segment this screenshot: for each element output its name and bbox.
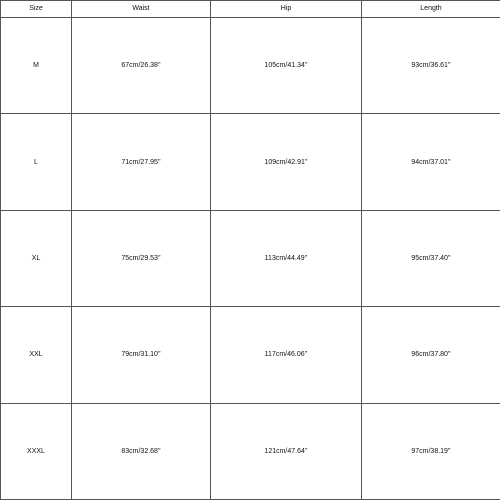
cell-hip: 105cm/41.34'' xyxy=(211,18,362,114)
table-row xyxy=(1,210,500,306)
cell-waist: 71cm/27.95'' xyxy=(72,114,211,210)
cell-length: 93cm/36.61'' xyxy=(362,18,500,114)
cell-length: 94cm/37.01'' xyxy=(362,114,500,210)
table-row xyxy=(1,114,500,210)
header-waist: Waist xyxy=(72,1,211,18)
cell-length: 97cm/38.19'' xyxy=(362,403,500,499)
cell-hip: 117cm/46.06'' xyxy=(211,307,362,403)
cell-length: 96cm/37.80'' xyxy=(362,307,500,403)
cell-waist: 79cm/31.10'' xyxy=(72,307,211,403)
cell-size: XXL xyxy=(1,307,72,403)
header-hip: Hip xyxy=(211,1,362,18)
cell-waist: 83cm/32.68'' xyxy=(72,403,211,499)
header-size: Size xyxy=(1,1,72,18)
cell-size: M xyxy=(1,18,72,114)
cell-length: 95cm/37.40'' xyxy=(362,210,500,306)
table-row xyxy=(1,307,500,403)
cell-size: L xyxy=(1,114,72,210)
cell-size: XL xyxy=(1,210,72,306)
table-row xyxy=(1,18,500,114)
cell-size: XXXL xyxy=(1,403,72,499)
cell-hip: 121cm/47.64'' xyxy=(211,403,362,499)
cell-waist: 67cm/26.38'' xyxy=(72,18,211,114)
header-row xyxy=(1,1,500,18)
table-row xyxy=(1,403,500,499)
cell-waist: 75cm/29.53'' xyxy=(72,210,211,306)
header-length: Length xyxy=(362,1,500,18)
cell-hip: 113cm/44.49'' xyxy=(211,210,362,306)
cell-hip: 109cm/42.91'' xyxy=(211,114,362,210)
